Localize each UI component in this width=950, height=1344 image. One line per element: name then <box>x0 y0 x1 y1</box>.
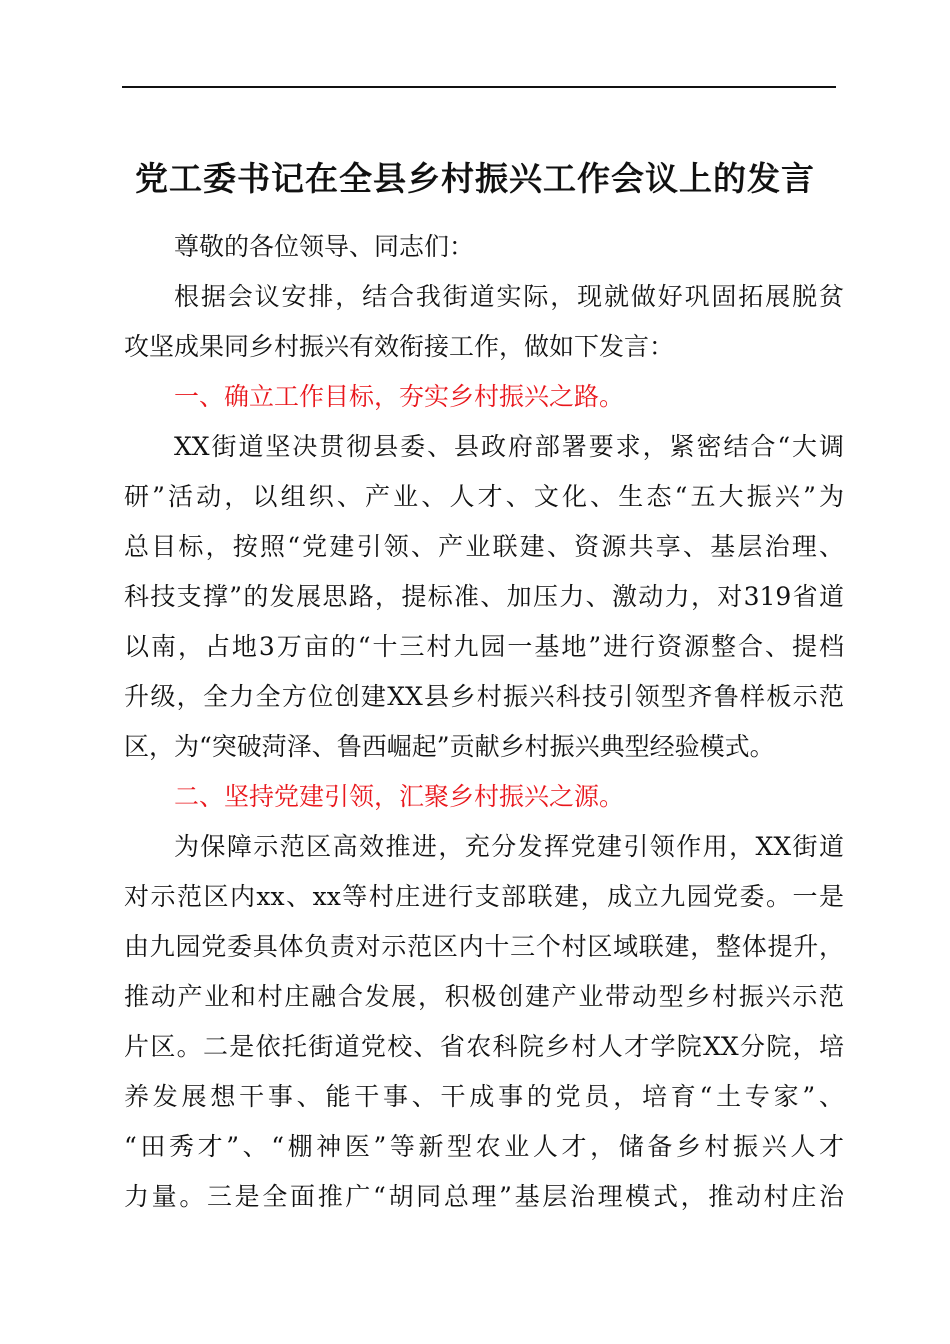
section-2-line: 力量。三是全面推广“胡同总理”基层治理模式，推动村庄治 <box>124 1182 844 1211</box>
section-2-line: 由九园党委具体负责对示范区内十三个村区域联建，整体提升， <box>124 932 844 961</box>
document-body <box>124 222 844 1222</box>
section-1-line: 研”活动，以组织、产业、人才、文化、生态“五大振兴”为 <box>124 482 844 511</box>
section-2-heading: 二、坚持党建引领，汇聚乡村振兴之源。 <box>174 782 625 811</box>
section-1-line: 区，为“突破菏泽、鲁西崛起”贡献乡村振兴典型经验模式。 <box>124 732 775 761</box>
header-rule <box>122 86 836 88</box>
intro-line: 攻坚成果同乡村振兴有效衔接工作，做如下发言： <box>124 332 675 361</box>
section-2-line: 片区。二是依托街道党校、省农科院乡村人才学院XX分院，培 <box>124 1032 844 1061</box>
intro-line: 根据会议安排，结合我街道实际，现就做好巩固拓展脱贫 <box>174 282 844 311</box>
section-2-line: “田秀才”、“棚神医”等新型农业人才，储备乡村振兴人才 <box>124 1132 844 1161</box>
section-1-heading: 一、确立工作目标，夯实乡村振兴之路。 <box>174 382 625 411</box>
section-1-line: XX街道坚决贯彻县委、县政府部署要求，紧密结合“大调 <box>174 432 844 461</box>
section-2-line: 为保障示范区高效推进，充分发挥党建引领作用，XX街道 <box>174 832 844 861</box>
section-2-line: 对示范区内xx、xx等村庄进行支部联建，成立九园党委。一是 <box>124 882 844 911</box>
section-2-line: 推动产业和村庄融合发展，积极创建产业带动型乡村振兴示范 <box>124 982 844 1011</box>
document-title: 党工委书记在全县乡村振兴工作会议上的发言 <box>135 159 815 198</box>
section-1-line: 以南，占地3万亩的“十三村九园一基地”进行资源整合、提档 <box>124 632 844 661</box>
section-1-line: 升级，全力全方位创建XX县乡村振兴科技引领型齐鲁样板示范 <box>124 682 844 711</box>
section-1-line: 科技支撑”的发展思路，提标准、加压力、激动力，对319省道 <box>124 582 844 611</box>
section-2-line: 养发展想干事、能干事、干成事的党员，培育“土专家”、 <box>124 1082 844 1111</box>
greeting: 尊敬的各位领导、同志们： <box>174 232 475 261</box>
section-1-line: 总目标，按照“党建引领、产业联建、资源共享、基层治理、 <box>124 532 844 561</box>
